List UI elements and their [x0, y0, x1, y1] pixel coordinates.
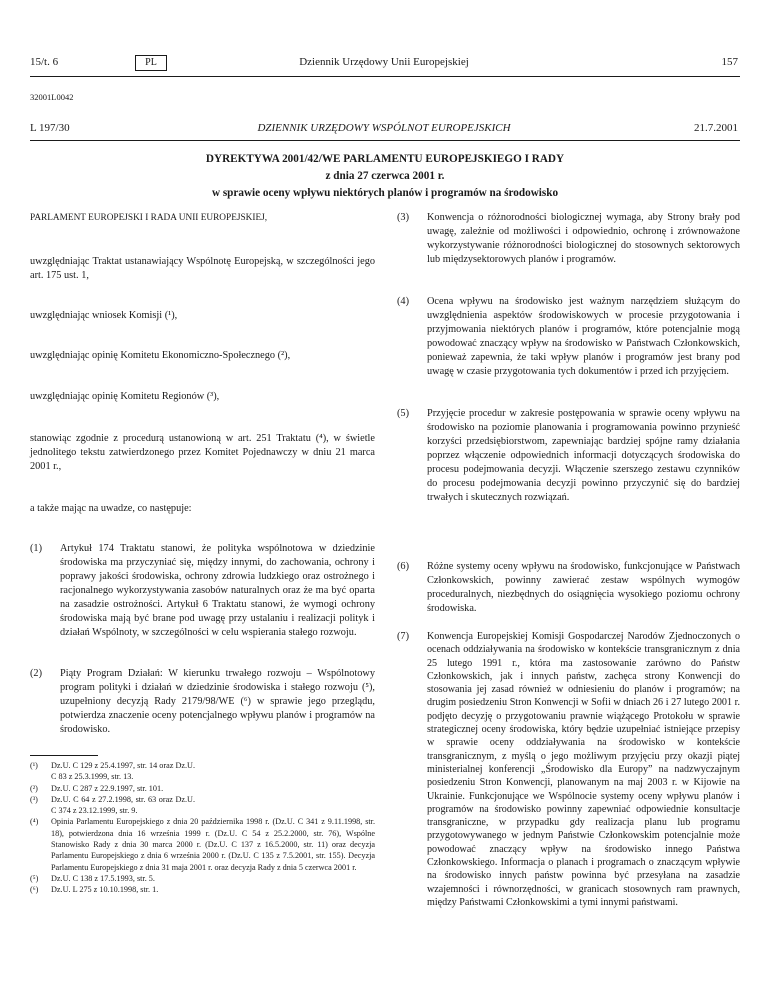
footnote-rule — [30, 755, 98, 756]
citation-regions: uwzględniając opinię Komitetu Regionów (³), — [30, 391, 220, 402]
footnote-text: Dz.U. C 138 z 17.5.1993, str. 5. — [51, 873, 155, 883]
footnote — [30, 794, 375, 817]
recital-4-number: (4) — [397, 296, 410, 307]
footnote — [30, 760, 375, 783]
footnote — [30, 783, 375, 794]
footnote-mark: (⁵) — [30, 873, 39, 883]
page-number: 157 — [721, 56, 738, 68]
footnote-text: Dz.U. L 275 z 10.10.1998, str. 1. — [51, 885, 159, 895]
language-box: PL — [135, 55, 167, 71]
header-rule — [30, 76, 740, 77]
title-line-1: DYREKTYWA 2001/42/WE PARLAMENTU EUROPEJSKIEGO I RADY — [205, 153, 565, 165]
recital-6: Różne systemy oceny wpływu na środowisko, funkcjonujące w Państwach Członkowskich, powinny zawierać zestaw wspólnych wymogów proceduralnych, niezbędnych do osiągnięcia wysokiego poziomu ochrony środowiska. — [427, 561, 740, 614]
recital-2: Piąty Program Działań: W kierunku trwałego rozwoju – Wspólnotowy program polityki i działań w dziedzinie środowiska i stałego rozwoju (⁵), uzupełniony decyzją Rady 2179/98/WE (⁶) w sprawie jego przeglądu, potwierdza znaczenie oceny potencjalnego wpływu planów i programów na środowisko. — [60, 668, 375, 735]
title-line-2: z dnia 27 czerwca 2001 r. — [325, 170, 445, 182]
footnote — [30, 816, 375, 872]
footnote-text: Dz.U. C 287 z 22.9.1997, str. 101. — [51, 783, 164, 793]
footnote-mark: (¹) — [30, 761, 38, 770]
celex-number: 32001L0042 — [30, 92, 74, 102]
recital-7-number: (7) — [397, 631, 410, 642]
footnote-text: Opinia Parlamentu Europejskiego z dnia 20 października 1998 r. (Dz.U. C 341 z 9.11.1998, str. 18), potwierdzona dnia 16 września 1999 r. (Dz.U. C 54 z 25.2.2000, str. 76), Wspólne Stanowisko Rady z dnia 30 marca 2000 r. (Dz.U. C 137 z 16.5.2000, str. 11) oraz decyzja Parlamentu Europejskiego z dnia 6 września 2000 r. (Dz.U. C 135 z 7.5.2001, str. 155). Decyzja Parlamentu Europejskiego z dnia 31 maja 2001 r. oraz decyzja Rady z dnia 5 czerwca 2001 r. — [51, 817, 375, 872]
footnote — [30, 884, 375, 895]
citation-treaty: uwzględniając Traktat ustanawiający Wspólnotę Europejską, w szczególności jego art. 175 ust. 1, — [30, 256, 375, 281]
recital-6-number: (6) — [397, 561, 410, 572]
footnote-mark: (²) — [30, 783, 38, 793]
recital-3-number: (3) — [397, 212, 410, 223]
citation-esc: uwzględniając opinię Komitetu Ekonomiczno-Społecznego (²), — [30, 350, 291, 361]
preamble-heading: PARLAMENT EUROPEJSKI I RADA UNII EUROPEJSKIEJ, — [30, 213, 268, 223]
oj-rule — [30, 140, 740, 141]
recital-7: Konwencja Europejskiej Komisji Gospodarczej Narodów Zjednoczonych o ocenach oddziaływania na środowisko w kontekście transgranicznym z dnia 25 lutego 1991 r., która ma zastosowanie zarówno do Państw Członkowskich, jak i innych państw, zachęca strony Konwencji do stosowania jej zasad również w odniesieniu do planów i programów; na drugim posiedzeniu Stron Konwencji w Sofii w dniach 26 i 27 lutego 2001 r. podjęto decyzję o przygotowaniu prawnie wiążącego Protokołu w sprawie strategicznej oceny środowiska, który będzie uzupełniać istniejące przepisy w sprawie oceny oddziaływania na środowisko w kontekście transgranicznym, z myślą o jego możliwym przyjęciu przy okazji piątej ministerialnej konferencji „Środowisko dla Europy” na nadzwyczajnym posiedzeniu Stron Konwencji, planowanym na maj 2003 r. w Kijowie na Ukrainie. Funkcjonujące we Wspólnocie systemy oceny wpływu planów i programów na środowisko powinny zapewniać odpowiednie konsultacje transgraniczne, w przypadku gdy realizacja planu lub programu przygotowywanego w jednym Państwie Członkowskim potencjalnie może powodować znaczący wpływ na środowisko innego Państwa Członkowskiego. Informacja o planach i programach o znaczącym wpływie na środowisko innych państw powinna być przesyłana na zasadzie wzajemności i równorzędności, w granicach stosownych ram prawnych, między Państwami Członkowskimi a tymi innymi państwami. — [427, 631, 740, 908]
recital-4: Ocena wpływu na środowisko jest ważnym narzędziem służącym do uwzględnienia aspektów środowiskowych w procesie przygotowania i przyjmowania niektórych planów i programów, które potencjalnie mogą powodować znaczący wpływ na środowisko w Państwach Członkowskich, ponieważ zapewnia, że taki wpływ planów i programów jest brany pod uwagę w czasie przygotowania tych dokumentów i przed ich przyjęciem. — [427, 296, 740, 377]
journal-title: Dziennik Urzędowy Unii Europejskiej — [299, 56, 469, 68]
recital-1: Artykuł 174 Traktatu stanowi, że polityka wspólnotowa w dziedzinie środowiska ma przyczyniać się, między innymi, do zachowania, ochrony i poprawy jakości środowiska, ochrony zdrowia ludzkiego oraz ostrożnego i racjonalnego wykorzystywania zasobów naturalnych oraz że ma być oparta na zasadzie ostrożności. Artykuł 6 Traktatu stanowi, że wymogi ochrony środowiska mają być brane pod uwagę przy ustalaniu i realizacji polityk i działań Wspólnoty, w szczególności w celu wspierania stałego rozwoju. — [60, 543, 375, 638]
recital-3: Konwencja o różnorodności biologicznej wymaga, aby Strony brały pod uwagę, zależnie od możliwości i odpowiednio, ochronę i zrównoważone wykorzystywanie różnorodności biologicznej do stosownych sektorowych lub międzysektorowych planów i programów. — [427, 212, 740, 265]
title-line-3: w sprawie oceny wpływu niektórych planów i programów na środowisko — [211, 187, 559, 199]
footnote-mark: (⁴) — [30, 817, 39, 827]
footnote — [30, 873, 375, 884]
oj-date: 21.7.2001 — [694, 122, 738, 134]
citation-procedure: stanowiąc zgodnie z procedurą ustanowioną w art. 251 Traktatu (⁴), w świetle jednolitego tekstu zatwierdzonego przez Komitet Pojednawczy w dniu 21 marca 2001 r., — [30, 433, 375, 472]
page-ref: 15/t. 6 — [30, 56, 59, 68]
recital-5: Przyjęcie procedur w zakresie postępowania w sprawie oceny wpływu na środowisko na poziomie planowania i programowania powinno przynieść korzyści przedsiębiorstwom, zapewniając bardziej spójne ramy działania poprzez włączenie odpowiednich informacji dotyczących środowiska do procesu podejmowania decyzji. Włączenie szerszego zestawu czynników do procesu podejmowania decyzji powinno przyczynić się do bardziej trwałych i skutecznych rozwiązań. — [427, 408, 740, 503]
oj-ref: L 197/30 — [30, 122, 70, 134]
recital-1-number: (1) — [30, 543, 43, 554]
footnote-mark: (³) — [30, 794, 38, 804]
whereas-intro: a także mając na uwadze, co następuje: — [30, 503, 192, 514]
footnotes — [30, 760, 375, 896]
recital-5-number: (5) — [397, 408, 410, 419]
footnote-text: Dz.U. C 64 z 27.2.1998, str. 63 oraz Dz.U. C 374 z 23.12.1999, str. 9. — [51, 794, 195, 816]
document-title — [30, 151, 740, 202]
recital-2-number: (2) — [30, 668, 43, 679]
citation-commission: uwzględniając wniosek Komisji (¹), — [30, 310, 178, 321]
oj-title: DZIENNIK URZĘDOWY WSPÓLNOT EUROPEJSKICH — [257, 122, 511, 134]
footnote-text: Dz.U. C 129 z 25.4.1997, str. 14 oraz Dz.U. C 83 z 25.3.1999, str. 13. — [51, 761, 195, 782]
footnote-mark: (⁶) — [30, 885, 39, 895]
